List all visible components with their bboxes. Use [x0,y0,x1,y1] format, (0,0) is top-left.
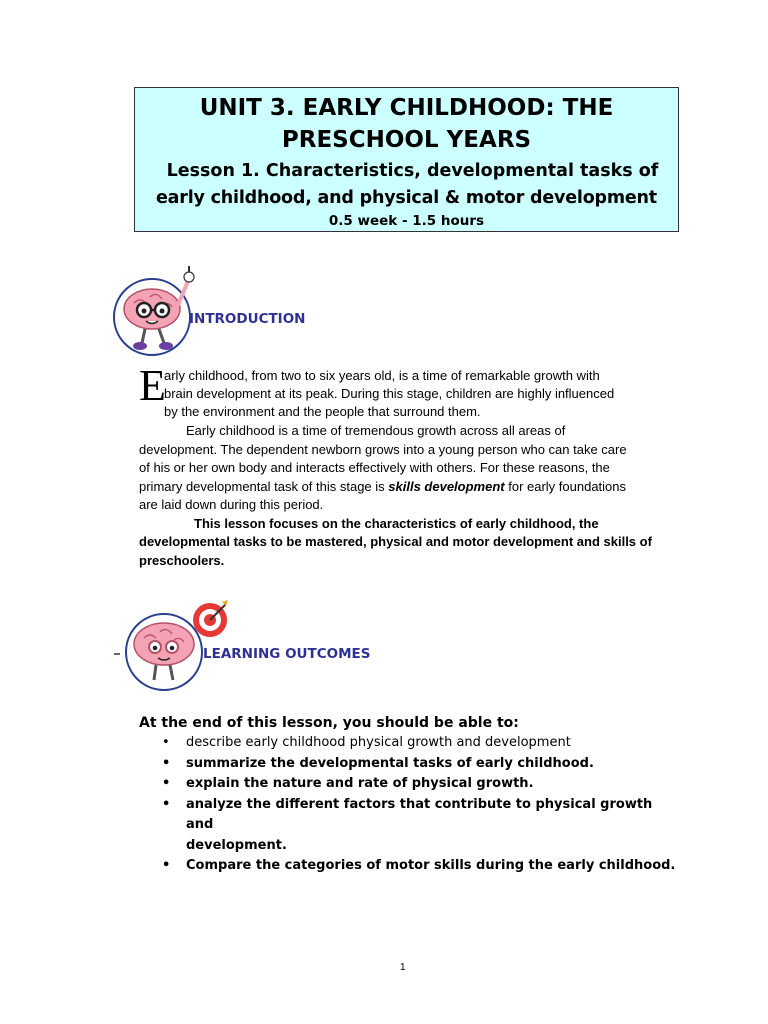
intro-p1-line1: arly childhood, from two to six years old, is a time of remarkable growth with [164,368,600,383]
intro-p2-line4 [139,479,626,494]
outcome-item-continuation: development. [186,837,287,853]
outcomes-list [139,733,679,877]
outcome-item: • Compare the categories of motor skills during the early childhood. [186,856,679,877]
lesson-title-line1: Lesson 1. Characteristics, developmental tasks of [166,161,659,181]
introduction-heading: INTRODUCTION [189,311,306,327]
intro-p3-line1: This lesson focuses on the characteristics of early childhood, the [194,516,599,531]
title-box [134,87,679,232]
unit-title-line2: PRESCHOOL YEARS [281,127,532,153]
unit-title-line1: UNIT 3. EARLY CHILDHOOD: THE [199,95,614,121]
intro-p3-line3: preschoolers. [139,553,225,568]
learning-outcomes [139,713,679,877]
outcome-item: • explain the nature and rate of physical growth. [186,774,679,795]
intro-p2-line4-post: for early foundations [504,479,627,494]
lesson-title-line2: early childhood, and physical & motor development [156,188,657,208]
learning-outcomes-heading: LEARNING OUTCOMES [203,646,371,662]
outcomes-lead: At the end of this lesson, you should be able to: [139,715,519,731]
outcome-item: • describe early childhood physical growth and development [186,733,679,754]
intro-p1-line3: by the environment and the people that surround them. [164,404,481,419]
intro-p2-line2: development. The dependent newborn grows into a young person who can take care [139,442,627,457]
duration: 0.5 week - 1.5 hours [328,213,485,229]
intro-p1-line2: brain development at its peak. During this stage, children are highly influenced [164,386,615,401]
intro-p2-line4-pre: primary developmental task of this stage is [139,479,389,494]
outcome-item: • analyze the different factors that contribute to physical growth and [186,795,679,836]
intro-p2-line5: are laid down during this period. [139,497,324,512]
outcome-item: • summarize the developmental tasks of early childhood. [186,754,679,775]
skills-development-emphasis: skills development [388,479,505,494]
intro-p2-line1: Early childhood is a time of tremendous growth across all areas of [186,423,566,438]
intro-p3-line2: developmental tasks to be mastered, physical and motor development and skills of [139,534,652,549]
drop-cap: E [139,361,166,410]
page-number: 1 [400,962,406,973]
intro-p2-line3: of his or her own body and interacts effectively with others. For these reasons, the [139,460,610,475]
